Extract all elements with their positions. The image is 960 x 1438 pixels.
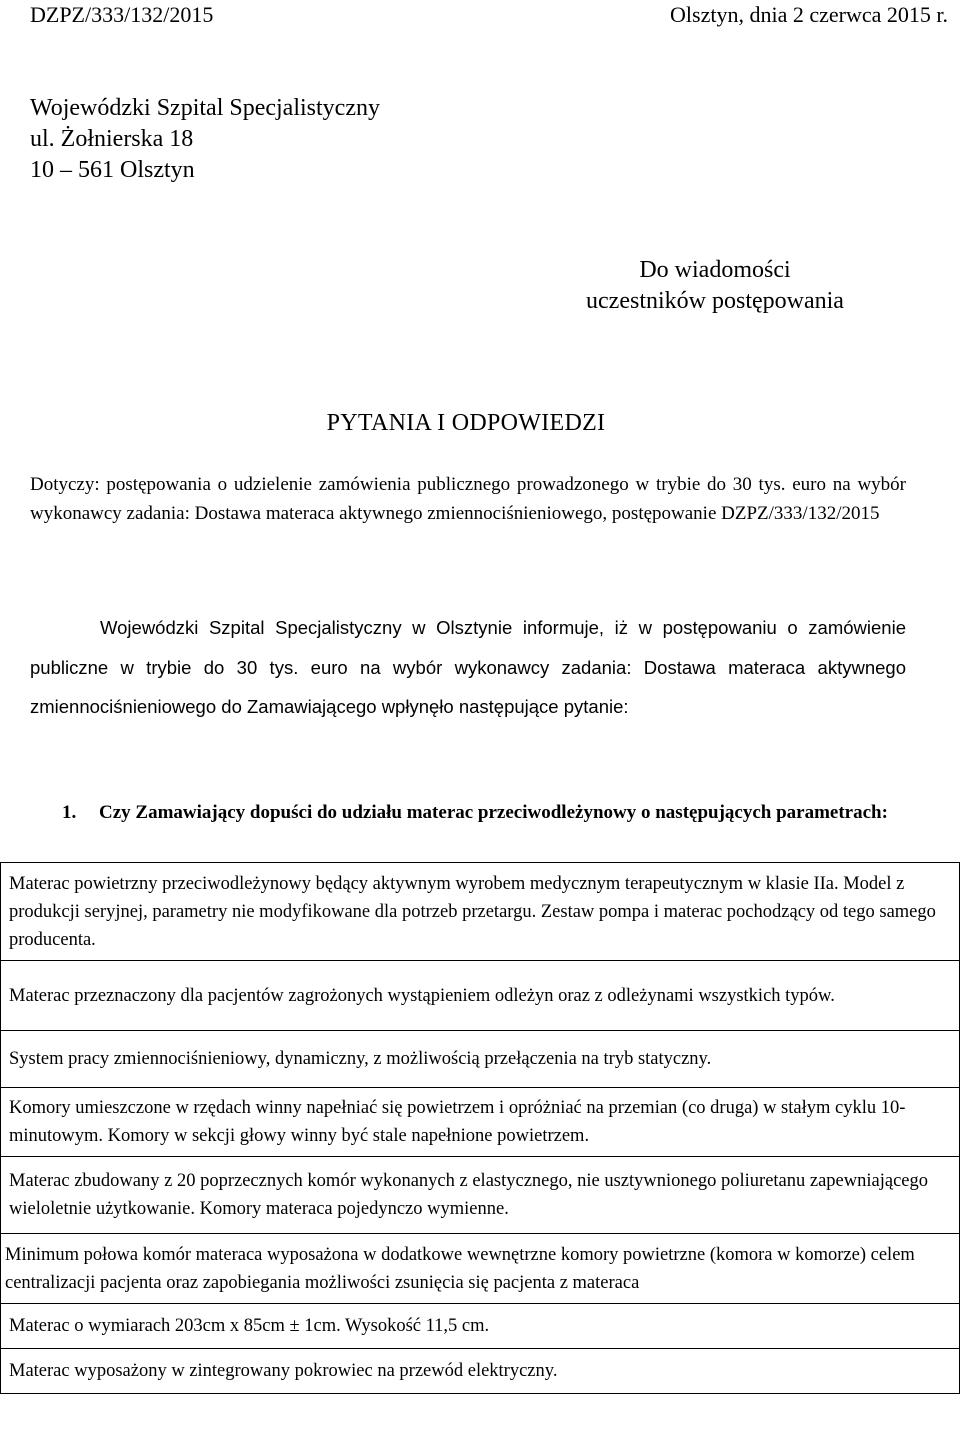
recipient-line-1: Do wiadomości (639, 257, 791, 283)
table-row (1, 1088, 960, 1157)
recipient-line-2: uczestników postępowania (586, 288, 844, 314)
subject-paragraph: Dotyczy: postępowania o udzielenie zamówienia publicznego prowadzonego w trybie do 30 tys. euro na wybór wykonawcy zadania: Dostawa materaca aktywnego zmiennociśnieniowego, postępowanie DZPZ/333/132/2015 (30, 474, 906, 524)
place-and-date: Olsztyn, dnia 2 czerwca 2015 r. (670, 2, 948, 27)
intro-paragraph: Wojewódzki Szpital Specjalistyczny w Olsztynie informuje, iż w postępowaniu o zamówienie publiczne w trybie do 30 tys. euro na wybór wykonawcy zadania: Dostawa materaca aktywnego zmiennociśnieniowego do Zamawiającego wpłynęło następujące pytanie: (30, 617, 906, 717)
question-number: 1. (62, 802, 77, 823)
sender-address (30, 93, 380, 186)
recipient-block (500, 255, 930, 317)
table-row (1, 961, 960, 1031)
sender-street: ul. Żołnierska 18 (30, 126, 194, 152)
reference-number: DZPZ/333/132/2015 (30, 2, 214, 27)
question-1 (62, 798, 906, 827)
table-cell: Materac o wymiarach 203cm x 85cm ± 1cm. Wysokość 11,5 cm. (1, 1304, 960, 1349)
document-title: PYTANIA I ODPOWIEDZI (326, 410, 606, 436)
table-cell: Minimum połowa komór materaca wyposażona w dodatkowe wewnętrzne komory powietrzne (komora w komorze) celem centralizacji pacjenta oraz zapobiegania możliwości zsunięcia się pacjenta z materaca (1, 1234, 960, 1304)
table-cell: Komory umieszczone w rzędach winny napełniać się powietrzem i opróżniać na przemian (co druga) w stałym cyklu 10- minutowym. Komory w sekcji głowy winny być stale napełnione powietrzem. (1, 1088, 960, 1157)
table-cell: Materac przeznaczony dla pacjentów zagrożonych wystąpieniem odleżyn oraz z odleżynami wszystkich typów. (1, 961, 960, 1031)
table-cell: System pracy zmiennociśnieniowy, dynamiczny, z możliwością przełączenia na tryb statyczny. (1, 1031, 960, 1088)
sender-name: Wojewódzki Szpital Specjalistyczny (30, 95, 380, 121)
document-header (30, 2, 948, 30)
parameters-table (0, 862, 960, 1394)
table-row (1, 1031, 960, 1088)
question-text: Czy Zamawiający dopuści do udziału materac przeciwodleżynowy o następujących parametrach: (99, 802, 888, 823)
table-row (1, 863, 960, 961)
table-row (1, 1234, 960, 1304)
sender-city: 10 – 561 Olsztyn (30, 157, 195, 183)
table-row (1, 1157, 960, 1234)
table-cell: Materac zbudowany z 20 poprzecznych komór wykonanych z elastycznego, nie usztywnionego poliuretanu zapewniającego wieloletnie użytkowanie. Komory materaca pojedynczo wymienne. (1, 1157, 960, 1234)
table-row (1, 1304, 960, 1349)
table-row (1, 1349, 960, 1394)
table-cell: Materac powietrzny przeciwodleżynowy będący aktywnym wyrobem medycznym terapeutycznym w klasie IIa. Model z produkcji seryjnej, parametry nie modyfikowane dla potrzeb przetargu. Zestaw pompa i materac pochodzący od tego samego producenta. (1, 863, 960, 961)
table-cell: Materac wyposażony w zintegrowany pokrowiec na przewód elektryczny. (1, 1349, 960, 1394)
